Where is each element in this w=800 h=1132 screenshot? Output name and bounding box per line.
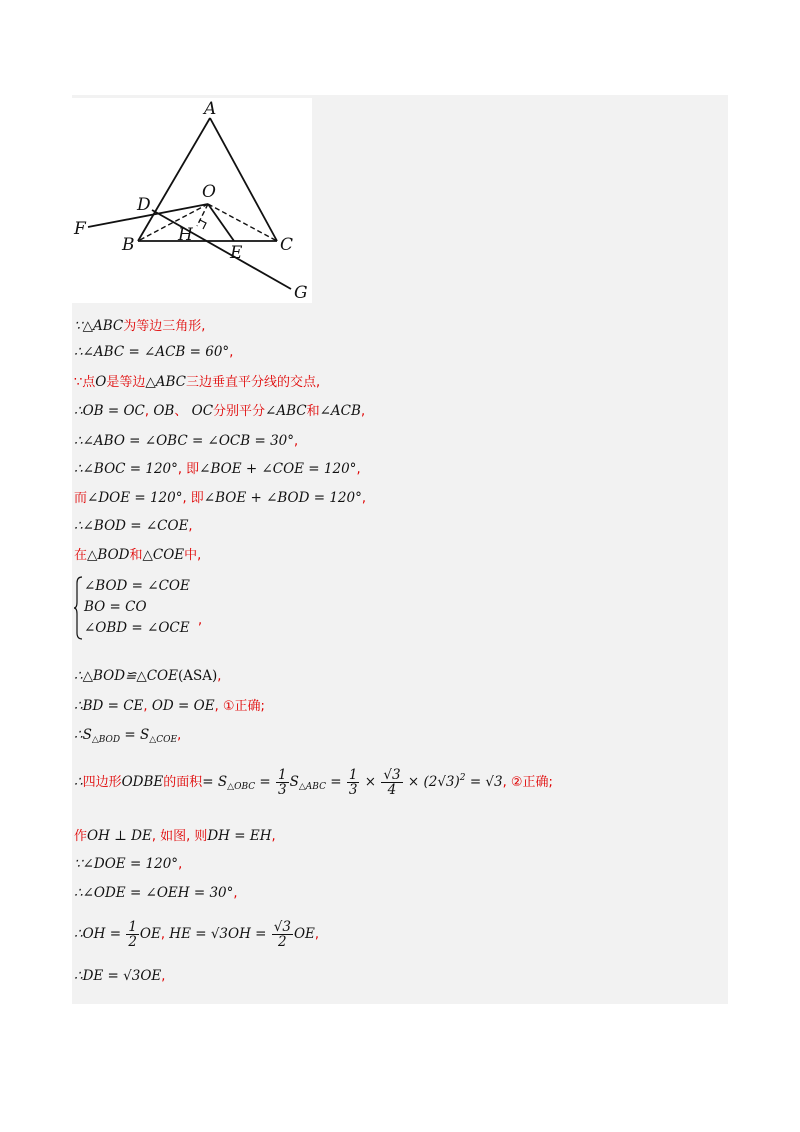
line-5 [74, 433, 298, 450]
text: , [229, 345, 234, 360]
text: , [271, 829, 276, 844]
line-12 [74, 698, 265, 715]
math: ∴∠BOD = ∠COE [74, 518, 189, 534]
left-brace [74, 576, 84, 640]
text: , [177, 728, 182, 743]
math: ∴OB = OC [74, 403, 145, 419]
math: ∠DOE = 120° [87, 490, 183, 506]
math: ∠BOE + ∠COE = 120° [199, 461, 357, 477]
label-e: E [230, 243, 243, 263]
math: △ABC [145, 374, 187, 390]
fraction-sqrt3-4 [381, 768, 402, 797]
text: , 即 [177, 462, 200, 477]
system-row-2: BO = CO [84, 599, 147, 615]
text: 中, [184, 548, 202, 563]
label-h: H [178, 225, 193, 245]
math: ∴OH = [74, 926, 126, 942]
fraction-sqrt3-2 [272, 920, 293, 949]
line-11 [74, 668, 221, 685]
numerator: 1 [348, 767, 358, 783]
math: HE = √3OH = [169, 926, 271, 942]
math: = [325, 774, 346, 790]
line-19 [74, 968, 165, 985]
triangle-diagram [72, 98, 312, 303]
math: ∴∠ABC = ∠ACB = 60° [74, 344, 230, 360]
text: , [314, 927, 320, 942]
numerator: 1 [278, 767, 287, 783]
math: ∴∠ABO = ∠OBC = ∠OCB = 30° [74, 433, 295, 449]
math: OB [153, 403, 175, 419]
line-3 [74, 374, 320, 391]
label-a: A [204, 99, 217, 119]
text: 和 [129, 548, 143, 563]
text: 分别平分 [213, 404, 266, 419]
text: 的面积 [163, 775, 203, 790]
segment-oe [208, 204, 234, 241]
math: ∴S [74, 727, 92, 743]
line-16 [74, 856, 182, 873]
math: = [255, 774, 276, 790]
math: ∵△ABC [74, 318, 124, 334]
text: , ②正确; [502, 775, 553, 790]
subscript: △COE [149, 735, 178, 745]
text: 三边垂直平分线的交点, [186, 375, 321, 390]
math: O [95, 374, 107, 390]
label-d: D [137, 195, 151, 215]
numerator: √3 [273, 919, 291, 935]
label-g: G [294, 283, 308, 303]
text: , [161, 969, 166, 984]
denominator: 4 [387, 782, 397, 798]
system-row-1: ∠BOD = ∠COE [84, 578, 190, 594]
text: 和 [306, 404, 320, 419]
text: 为等边三角形, [123, 319, 206, 334]
text: 四边形 [82, 775, 122, 790]
text: 在 [74, 548, 88, 563]
subscript: △ABC [298, 782, 326, 792]
numerator: √3 [383, 767, 401, 783]
line-2 [74, 344, 233, 361]
text: , [361, 491, 366, 506]
math: = S [120, 727, 150, 743]
text: , [188, 519, 193, 534]
denominator: 3 [348, 782, 358, 798]
denominator: 2 [278, 934, 287, 950]
text: , [178, 857, 183, 872]
text: 是等边 [106, 375, 146, 390]
label-b: B [122, 235, 135, 255]
math: OC [191, 403, 214, 419]
text: , [198, 613, 203, 628]
text: , 即 [182, 491, 204, 506]
superscript: 2 [459, 773, 466, 783]
label-c: C [280, 235, 294, 255]
fraction-1-3 [347, 768, 360, 797]
math: ODBE [121, 774, 164, 790]
text: , [144, 404, 150, 419]
math: ∠ACB [319, 403, 361, 419]
text: 作 [74, 829, 88, 844]
geometry-figure [72, 98, 312, 303]
text: , [356, 462, 361, 477]
math: × [360, 774, 381, 790]
line-9 [74, 547, 201, 564]
math: OE [139, 926, 161, 942]
label-f: F [74, 219, 86, 239]
numerator: 1 [128, 919, 137, 935]
line-1 [74, 318, 205, 335]
math: ∴DE = √3OE [74, 968, 162, 984]
math: × (2√3) [403, 774, 460, 790]
text: ∵点 [74, 375, 96, 390]
system-row-3: ∠OBD = ∠OCE [84, 620, 190, 636]
line-6 [74, 461, 361, 478]
math: △BOD [87, 547, 130, 563]
text: , [360, 404, 366, 419]
math: ∴△BOD≌△COE [74, 668, 178, 684]
subscript: △OBC [227, 782, 256, 792]
text: 、 [174, 404, 188, 419]
line-18 [74, 920, 319, 949]
line-13 [74, 727, 181, 748]
math: OE [293, 926, 315, 942]
math: ∠ABC [265, 403, 307, 419]
text: , [217, 669, 222, 684]
math: (ASA) [177, 668, 218, 684]
math: ∵∠DOE = 120° [74, 856, 179, 872]
math: DH = EH [207, 828, 272, 844]
fraction-1-2 [126, 920, 139, 949]
system-comma [198, 612, 202, 629]
line-4 [74, 403, 365, 420]
math: △COE [142, 547, 185, 563]
text: 而 [74, 491, 88, 506]
math: S [289, 774, 299, 790]
line-8 [74, 518, 193, 535]
text: , 如图, 则 [151, 829, 208, 844]
math: = √3 [465, 774, 503, 790]
math: ∴BD = CE [74, 698, 144, 714]
text: , ①正确; [214, 699, 265, 714]
right-angle-mark [200, 220, 206, 229]
denominator: 2 [128, 934, 137, 950]
math: ∴∠ODE = ∠OEH = 30° [74, 885, 234, 901]
math: OD = OE [151, 698, 215, 714]
line-14 [74, 768, 553, 797]
text: , [143, 699, 148, 714]
subscript: △BOD [91, 735, 121, 745]
math: = S [202, 774, 228, 790]
math: OH ⊥ DE [87, 828, 152, 844]
math: ∴ [74, 774, 83, 790]
text: , [233, 886, 238, 901]
text: , [160, 927, 165, 942]
math: ∴∠BOC = 120° [74, 461, 178, 477]
label-o: O [202, 182, 216, 202]
denominator: 3 [278, 782, 287, 798]
math: ∠BOE + ∠BOD = 120° [203, 490, 362, 506]
line-15 [74, 828, 276, 845]
text: , [294, 434, 299, 449]
line-7 [74, 490, 366, 507]
line-17 [74, 885, 238, 902]
fraction-1-3 [276, 768, 289, 797]
